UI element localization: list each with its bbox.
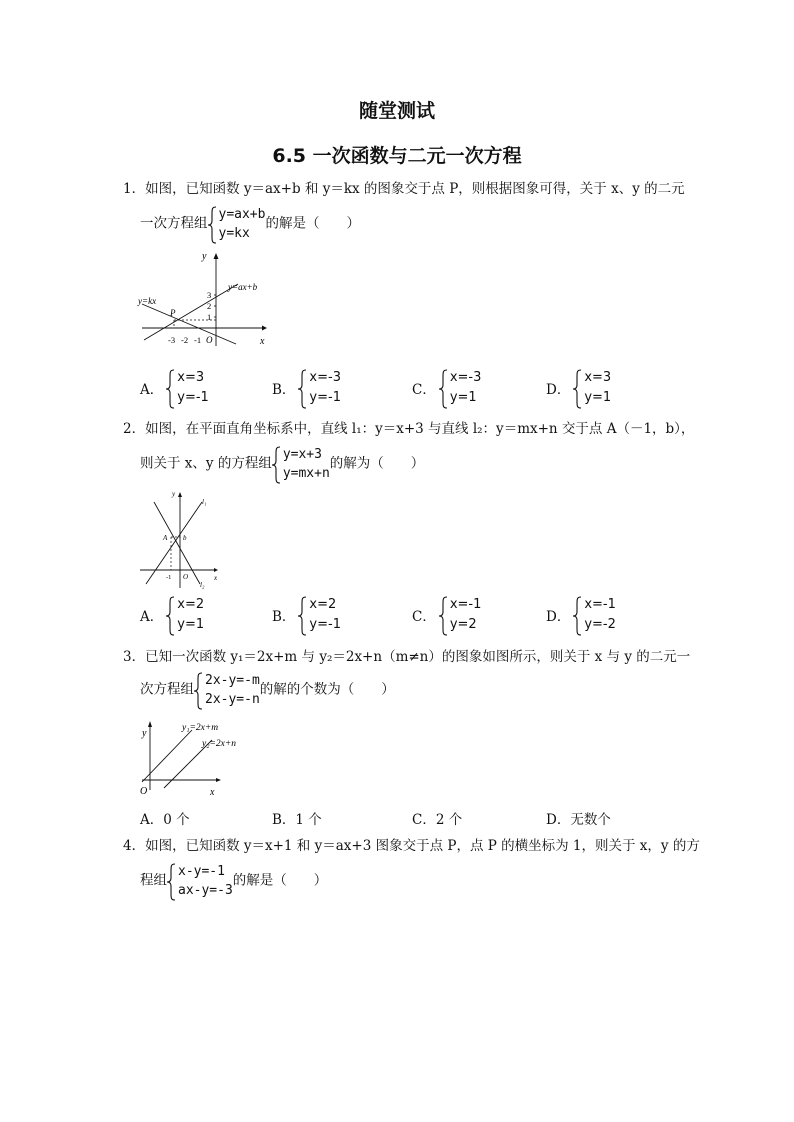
- q3-stem-line2: [140, 671, 395, 709]
- q1-line-ax-b: [144, 284, 238, 340]
- q3-x-arrow-icon: [216, 778, 221, 782]
- brace-icon: [165, 596, 175, 636]
- brace-icon: [438, 596, 448, 636]
- q2-point-a-label: A: [163, 534, 168, 542]
- q3-option-c[interactable]: C．2 个: [412, 812, 463, 828]
- q2-stem-line1: 2．如图，在平面直角坐标系中，直线 l₁：y＝x+3 与直线 l₂：y＝mx+n 交于点 A（－1，b），: [123, 421, 695, 437]
- q1-line-label-kx: y=kx: [138, 296, 157, 306]
- q1-y-label: y: [202, 251, 207, 262]
- q2-y-label: y: [172, 490, 176, 498]
- q3-line-y1: [142, 730, 192, 782]
- brace-icon: [207, 206, 217, 244]
- q2-option-b[interactable]: B． x=2 y=-1: [272, 595, 341, 635]
- q1-tick-y-3: 3: [207, 290, 212, 300]
- brace-icon: [165, 369, 175, 409]
- q3-y2-label: y₂=2x+n: [202, 739, 237, 749]
- brace-icon: [297, 369, 307, 409]
- q4-stem-prefix: 程组: [140, 872, 167, 889]
- q4-eq-1: x-y=-1: [178, 864, 225, 879]
- q1-stem-line2: [140, 205, 360, 243]
- q4-eq-2: ax-y=-3: [178, 883, 233, 898]
- q3-option-d[interactable]: D．无数个: [546, 812, 611, 828]
- q1-origin-label: O: [206, 335, 213, 345]
- q2-equation-system: [272, 445, 330, 483]
- q1-equation-system: [208, 205, 266, 243]
- q2-b-label: b: [183, 534, 187, 542]
- q4-stem-suffix: 的解是（ ）: [232, 872, 328, 889]
- q1-tick-x-1: -1: [194, 335, 202, 345]
- q4-stem-line2: [140, 862, 327, 900]
- q2-x-label: x: [214, 574, 218, 582]
- q2-tick-x: -1: [166, 574, 172, 581]
- q1-eq-1: y=ax+b: [218, 207, 266, 222]
- q4-stem-line1: 4．如图，已知函数 y＝x+1 和 y＝ax+3 图象交于点 P，点 P 的横坐标为 1，则关于 x，y 的方: [123, 838, 700, 854]
- brace-icon: [572, 369, 582, 409]
- page-subtitle: 6.5 一次函数与二元一次方程: [272, 145, 522, 167]
- q2-l2-label: l₂: [200, 581, 205, 589]
- q1-tick-y-1: 1: [207, 312, 212, 322]
- q2-stem-prefix: 则关于 x、y 的方程组: [140, 455, 272, 472]
- q1-x-arrow-icon: [262, 326, 267, 331]
- q3-y-arrow-icon: [148, 721, 152, 727]
- q1-tick-x-2: -2: [181, 335, 189, 345]
- brace-icon: [166, 863, 176, 901]
- q3-y-label: y: [142, 728, 147, 739]
- q3-origin-label: O: [140, 786, 148, 797]
- brace-icon: [193, 672, 203, 710]
- q3-eq-2: 2x-y=-n: [205, 692, 260, 707]
- q1-x-label: x: [260, 336, 265, 347]
- q1-option-b[interactable]: B． x=-3 y=-1: [272, 368, 341, 408]
- q1-option-d[interactable]: D． x=3 y=1: [546, 368, 611, 408]
- q2-eq-2: y=mx+n: [282, 466, 330, 481]
- brace-icon: [572, 596, 582, 636]
- brace-icon: [297, 596, 307, 636]
- q1-y-arrow-icon: [214, 253, 219, 259]
- q1-option-a[interactable]: A． x=3 y=-1: [140, 368, 209, 408]
- q3-stem-suffix: 的解的个数为（ ）: [259, 681, 395, 698]
- q1-graph: [136, 250, 276, 350]
- q1-stem-prefix: 一次方程组: [140, 215, 208, 232]
- q3-y1-label: y₁=2x+m: [182, 723, 219, 733]
- q3-stem-prefix: 次方程组: [140, 681, 194, 698]
- q2-option-a[interactable]: A． x=2 y=1: [140, 595, 204, 635]
- q1-tick-y-2: 2: [207, 301, 212, 311]
- q2-y-arrow-icon: [178, 492, 182, 497]
- q3-graph: [136, 716, 256, 798]
- page-title: 随堂测试: [358, 100, 435, 122]
- q1-stem-line1: 1．如图，已知函数 y＝ax+b 和 y＝kx 的图象交于点 P，则根据图象可得，关于 x、y 的二元: [123, 181, 685, 197]
- q2-option-d[interactable]: D． x=-1 y=-2: [546, 595, 616, 635]
- q4-equation-system: [167, 862, 233, 900]
- brace-icon: [271, 446, 281, 484]
- q2-origin-label: O: [183, 573, 189, 581]
- q3-option-b[interactable]: B．1 个: [272, 812, 322, 828]
- q2-option-c[interactable]: C． x=-1 y=2: [412, 595, 481, 635]
- q2-eq-1: y=x+3: [282, 447, 322, 462]
- q1-line-kx: [142, 304, 236, 344]
- q3-option-a[interactable]: A．0 个: [140, 812, 190, 828]
- q1-tick-x-3: -3: [168, 335, 176, 345]
- q2-x-arrow-icon: [214, 568, 218, 572]
- q1-stem-suffix: 的解是（ ）: [265, 215, 360, 232]
- q1-line-label-ax-b: y=ax+b: [228, 282, 258, 292]
- q2-graph: [136, 490, 226, 590]
- q3-x-label: x: [210, 787, 215, 798]
- q3-equation-system: [194, 671, 260, 709]
- q2-stem-suffix: 的解为（ ）: [329, 455, 425, 472]
- q3-stem-line1: 3．已知一次函数 y₁＝2x+m 与 y₂＝2x+n（m≠n）的图象如图所示，则关于 x 与 y 的二元一: [123, 649, 691, 665]
- q3-eq-1: 2x-y=-m: [205, 673, 260, 688]
- q2-l1-label: l₁: [202, 498, 207, 506]
- q1-option-c[interactable]: C． x=-3 y=1: [412, 368, 481, 408]
- brace-icon: [438, 369, 448, 409]
- q1-point-p-label: P: [170, 308, 176, 318]
- q2-stem-line2: [140, 445, 424, 483]
- q1-eq-2: y=kx: [218, 226, 250, 241]
